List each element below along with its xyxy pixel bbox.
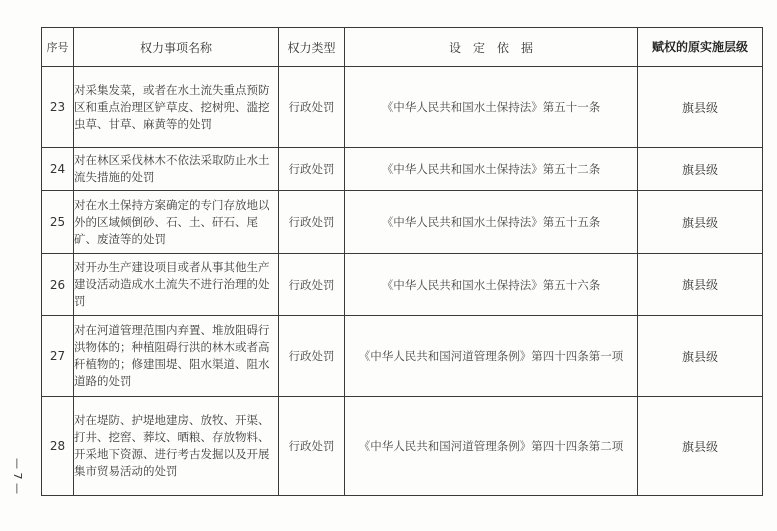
row-item-name: 对采集发菜，或者在水土流失重点预防区和重点治理区铲草皮、挖树兜、滥挖虫草、甘草、麻黄等的处罚 [74, 67, 279, 148]
row-power-type: 行政处罚 [279, 397, 345, 496]
header-basis: 设 定 依 据 [345, 28, 638, 67]
row-level: 旗县级 [638, 67, 763, 148]
table-row [42, 67, 763, 148]
row-power-type: 行政处罚 [279, 191, 345, 254]
header-seq: 序号 [42, 28, 74, 67]
row-number: 27 [42, 316, 74, 397]
row-level: 旗县级 [638, 316, 763, 397]
row-legal-basis: 《中华人民共和国河道管理条例》第四十四条第一项 [345, 316, 638, 397]
power-items-table [41, 27, 763, 496]
row-power-type: 行政处罚 [279, 67, 345, 148]
row-number: 23 [42, 67, 74, 148]
row-number: 26 [42, 254, 74, 316]
header-name: 权力事项名称 [74, 28, 279, 67]
row-level: 旗县级 [638, 191, 763, 254]
row-legal-basis: 《中华人民共和国河道管理条例》第四十四条第二项 [345, 397, 638, 496]
row-power-type: 行政处罚 [279, 316, 345, 397]
row-legal-basis: 《中华人民共和国水土保持法》第五十五条 [345, 191, 638, 254]
header-type: 权力类型 [279, 28, 345, 67]
row-item-name: 对在林区采伐林木不依法采取防止水土流失措施的处罚 [74, 148, 279, 191]
table-row [42, 148, 763, 191]
header-level: 赋权的原实施层级 [638, 28, 763, 67]
table-row [42, 397, 763, 496]
row-number: 28 [42, 397, 74, 496]
row-power-type: 行政处罚 [279, 254, 345, 316]
row-item-name: 对在河道管理范围内弃置、堆放阻碍行洪物体的；种植阻碍行洪的林木或者高秆植物的；修建围堤、阻水渠道、阻水道路的处罚 [74, 316, 279, 397]
row-item-name: 对在水土保持方案确定的专门存放地以外的区域倾倒砂、石、土、矸石、尾矿、废渣等的处罚 [74, 191, 279, 254]
row-power-type: 行政处罚 [279, 148, 345, 191]
page-number: — 7 — [11, 458, 24, 494]
row-level: 旗县级 [638, 148, 763, 191]
row-level: 旗县级 [638, 397, 763, 496]
row-item-name: 对开办生产建设项目或者从事其他生产建设活动造成水土流失不进行治理的处罚 [74, 254, 279, 316]
table-row [42, 316, 763, 397]
row-legal-basis: 《中华人民共和国水土保持法》第五十六条 [345, 254, 638, 316]
row-level: 旗县级 [638, 254, 763, 316]
row-legal-basis: 《中华人民共和国水土保持法》第五十一条 [345, 67, 638, 148]
row-item-name: 对在堤防、护堤地建房、放牧、开渠、打井、挖窖、葬坟、晒粮、存放物料、开采地下资源、进行考古发掘以及开展集市贸易活动的处罚 [74, 397, 279, 496]
table-row [42, 254, 763, 316]
table-row [42, 191, 763, 254]
row-legal-basis: 《中华人民共和国水土保持法》第五十二条 [345, 148, 638, 191]
table-header-row [42, 28, 763, 67]
row-number: 24 [42, 148, 74, 191]
row-number: 25 [42, 191, 74, 254]
